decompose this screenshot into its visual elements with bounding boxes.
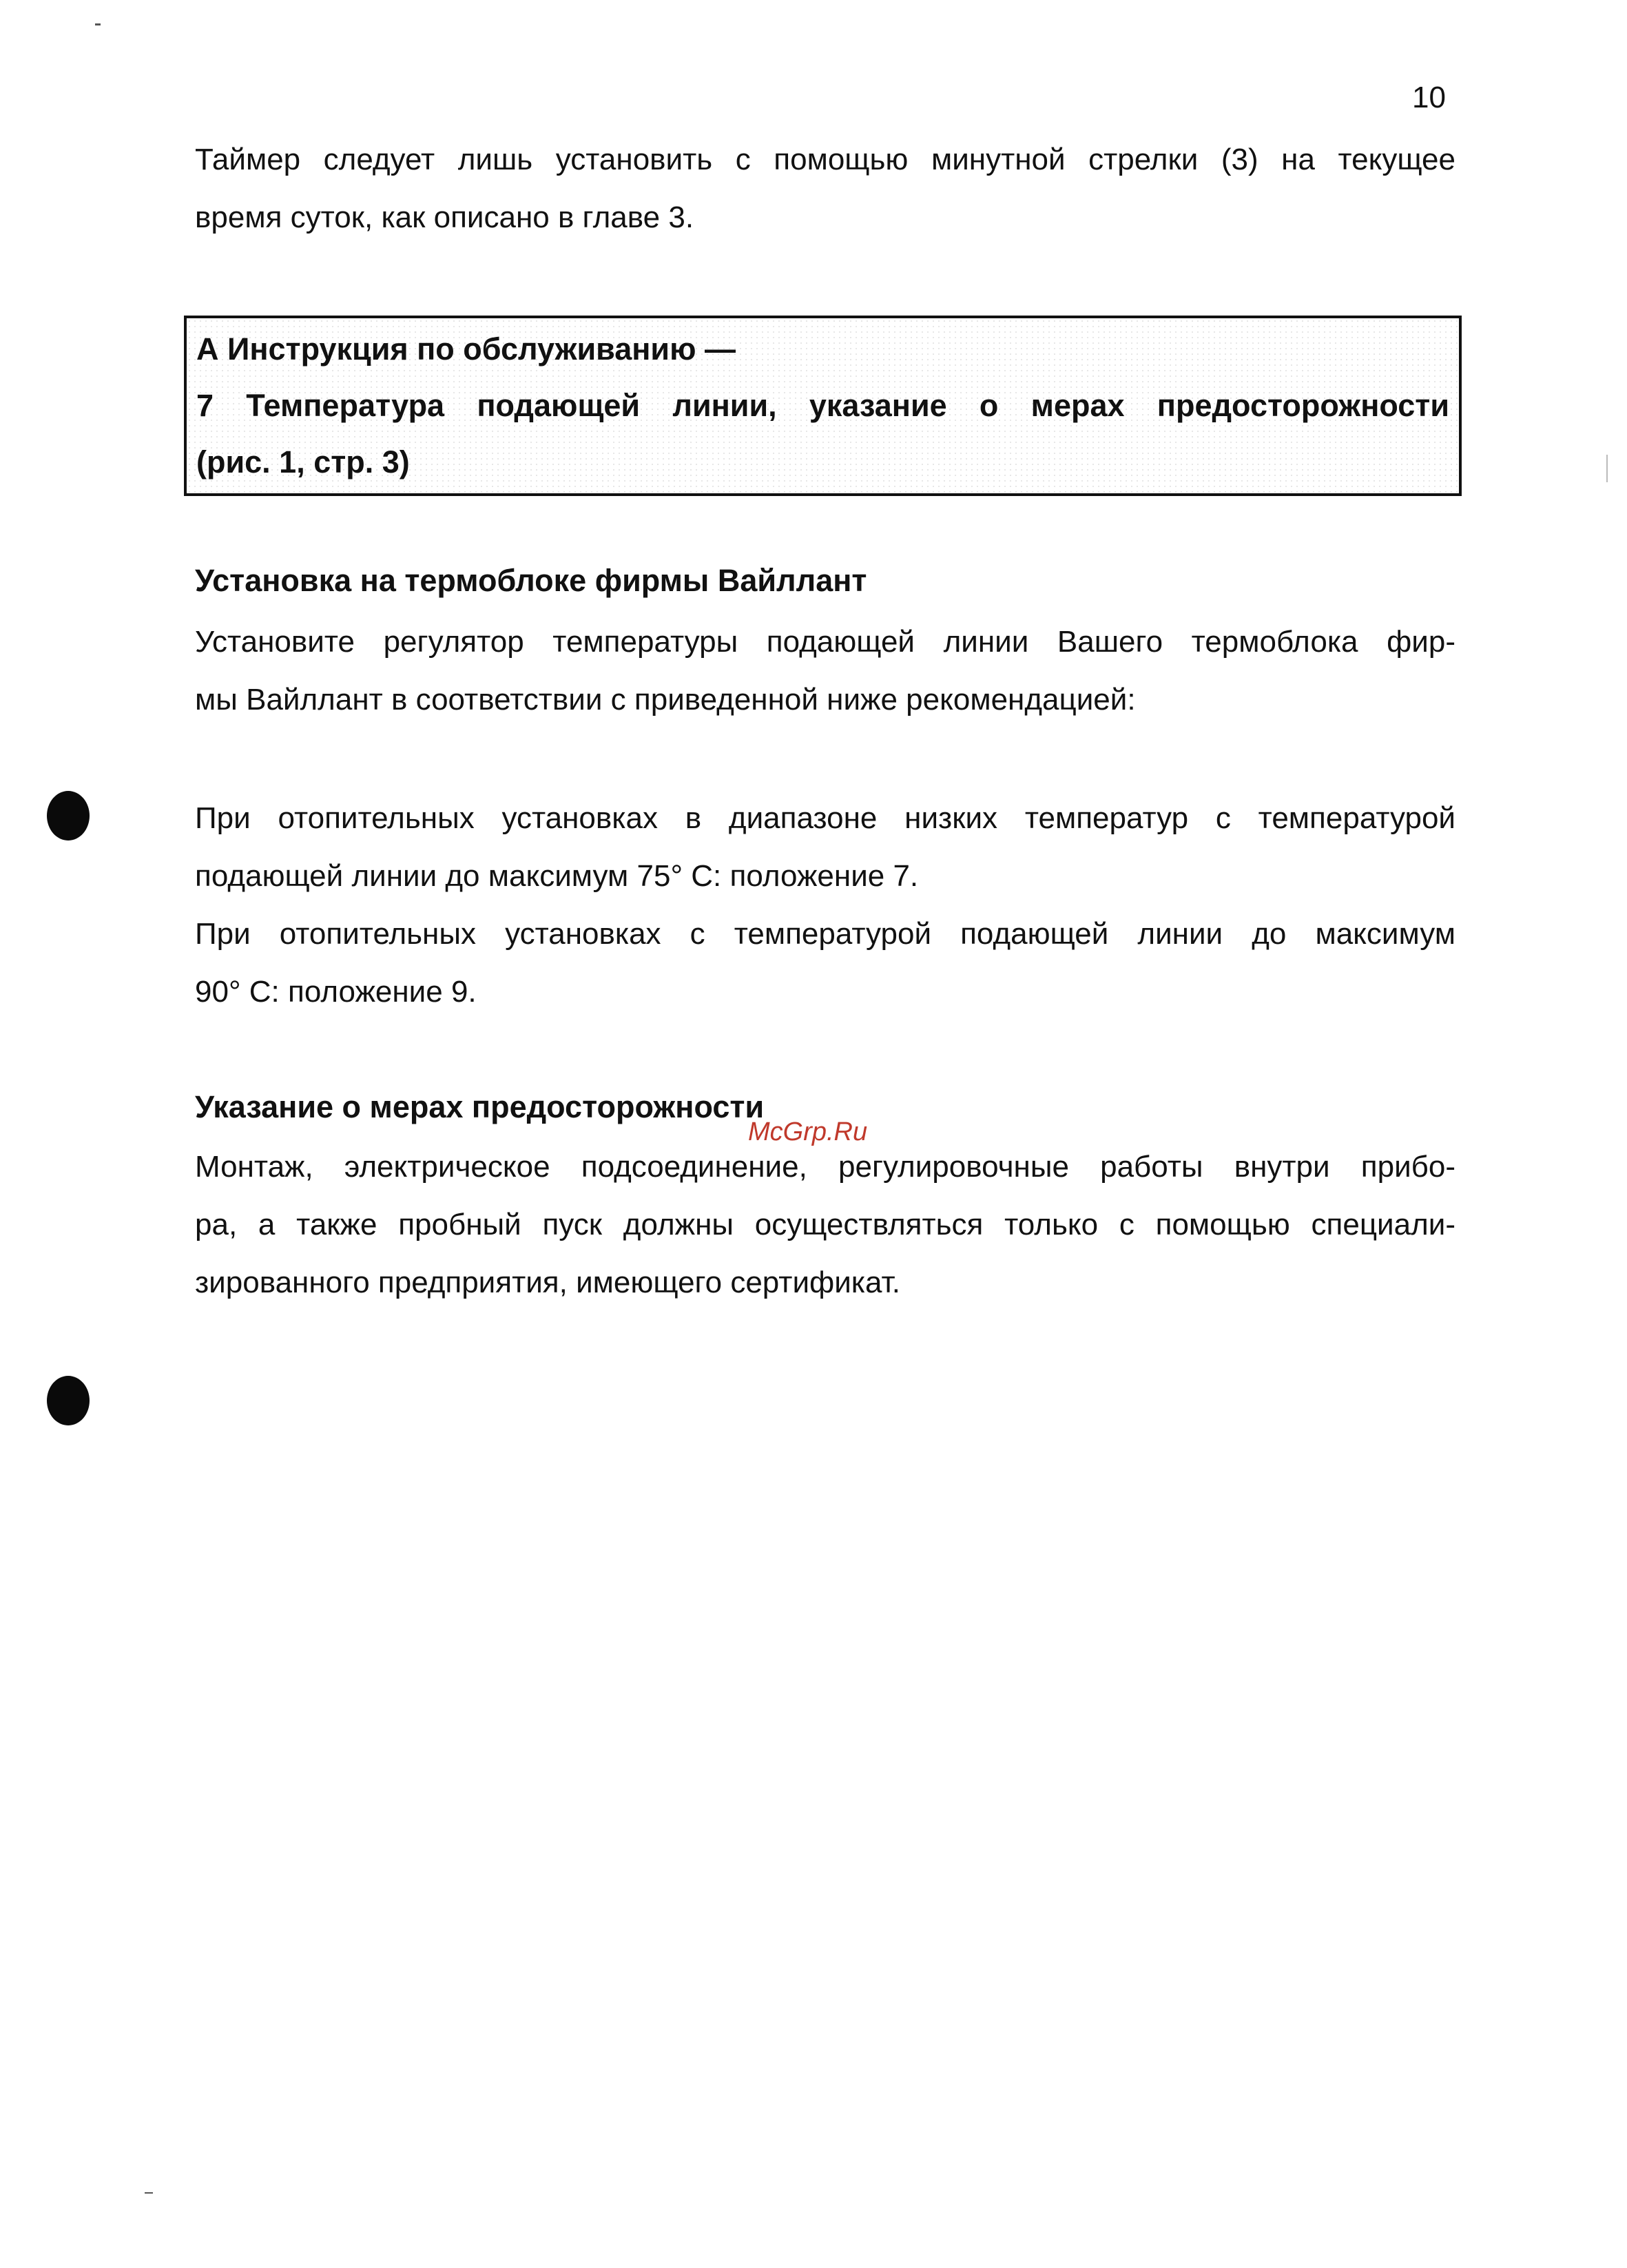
high-temp-line-1: При отопительных установках с температурой подающей линии до максимум <box>195 917 1455 951</box>
low-temp-line-1: При отопительных установках в диапазоне низких температур с температурой <box>195 801 1455 835</box>
scan-speck <box>145 2192 153 2194</box>
low-temp-recommendation <box>195 790 1455 905</box>
intro-line-2: время суток, как описано в главе 3. <box>195 200 694 234</box>
section-header-box <box>184 316 1462 496</box>
high-temp-recommendation <box>195 905 1455 1021</box>
installation-paragraph <box>195 613 1455 729</box>
installation-line-2: мы Вайллант в соответствии с приведенной ниже рекомендацией: <box>195 683 1136 717</box>
intro-paragraph <box>195 131 1455 247</box>
page-number: 10 <box>1412 81 1446 114</box>
section-header-line-2: 7 Температура подающей линии, указание о мерах предосторожности <box>196 388 1449 423</box>
low-temp-line-2: подающей линии до максимум 75° С: положение 7. <box>195 859 919 893</box>
intro-line-1: Таймер следует лишь установить с помощью минутной стрелки (3) на текущее <box>195 143 1455 176</box>
installation-line-1: Установите регулятор температуры подающей линии Вашего термоблока фир- <box>195 625 1455 659</box>
installation-heading: Установка на термоблоке фирмы Вайллант <box>195 563 867 598</box>
section-header-line-3: (рис. 1, стр. 3) <box>196 444 410 480</box>
precautions-paragraph <box>195 1138 1455 1312</box>
precautions-line-2: ра, а также пробный пуск должны осуществляться только с помощью специали- <box>195 1208 1455 1241</box>
precautions-heading: Указание о мерах предосторожности <box>195 1089 765 1124</box>
binder-hole-mark-top <box>47 791 90 841</box>
watermark-text: McGrp.Ru <box>748 1117 868 1146</box>
precautions-line-1: Монтаж, электрическое подсоединение, регулировочные работы внутри прибо- <box>195 1150 1455 1184</box>
section-header-line-1: А Инструкция по обслуживанию — <box>196 331 736 367</box>
precautions-line-3: зированного предприятия, имеющего сертификат. <box>195 1266 901 1299</box>
binder-hole-mark-bottom <box>47 1376 90 1425</box>
scan-edge-mark <box>1606 455 1608 482</box>
scan-speck <box>95 23 101 25</box>
high-temp-line-2: 90° С: положение 9. <box>195 975 477 1009</box>
